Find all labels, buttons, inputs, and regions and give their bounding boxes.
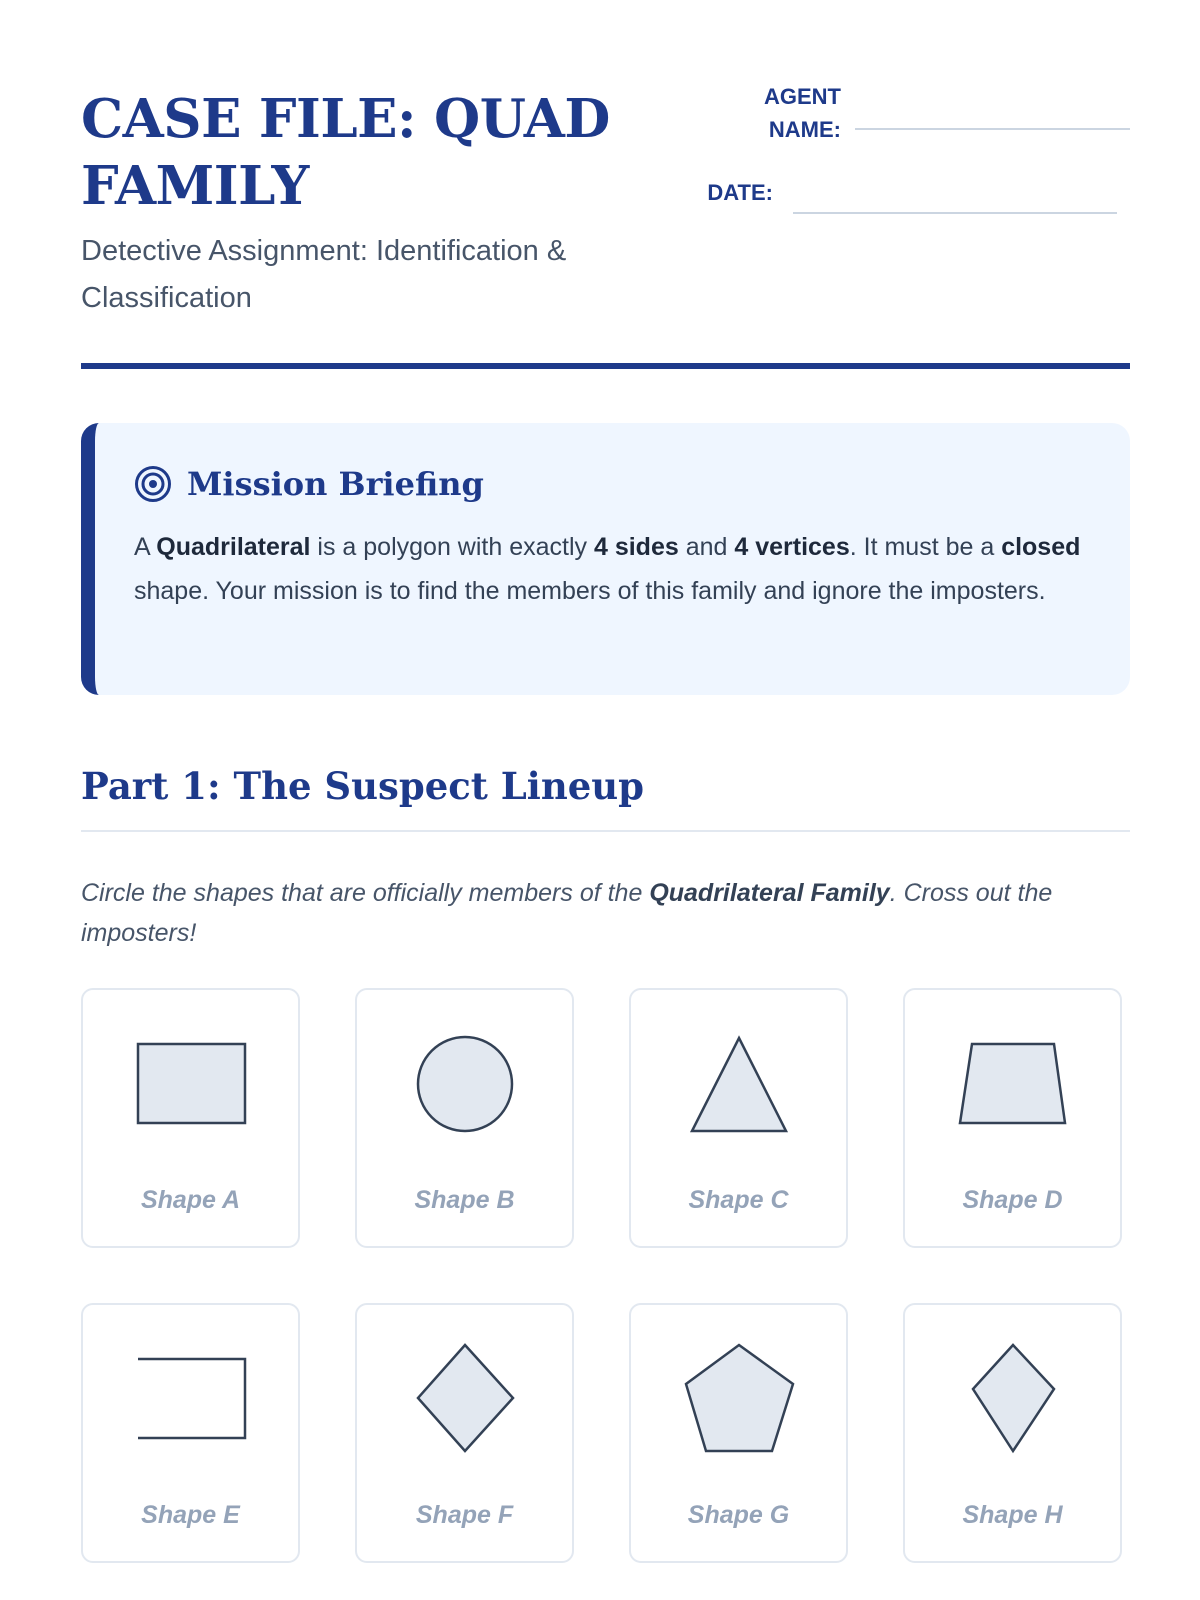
shape-label: Shape F — [415, 1501, 514, 1529]
header — [81, 80, 1130, 370]
date-field[interactable] — [793, 212, 1117, 214]
open-rectangle-shape — [83, 1305, 298, 1475]
header-divider — [81, 363, 1130, 369]
body-text: and — [678, 533, 735, 561]
body-text: shape. Your mission is to find the members of this family and ignore the imposters. — [134, 577, 1046, 605]
body-text: A — [134, 533, 157, 561]
briefing-heading — [134, 463, 484, 505]
emphasis-text: closed — [1001, 533, 1081, 561]
shape-card[interactable] — [355, 1303, 574, 1563]
part1-title: Part 1: The Suspect Lineup — [81, 764, 645, 808]
triangle-shape — [631, 990, 846, 1160]
body-text: is a polygon with exactly — [310, 533, 594, 561]
shape-label: Shape E — [141, 1501, 240, 1529]
shape-label: Shape G — [687, 1501, 790, 1529]
briefing-title: Mission Briefing — [187, 465, 484, 503]
pentagon-shape — [631, 1305, 846, 1475]
shape-label: Shape H — [962, 1501, 1063, 1529]
shape-label: Shape D — [962, 1186, 1063, 1214]
agent-name-label-line1: AGENT — [764, 84, 841, 109]
mission-briefing-box — [81, 423, 1130, 695]
agent-name-label — [721, 80, 841, 146]
part1-instructions — [81, 873, 1130, 953]
shape-card[interactable] — [629, 1303, 848, 1563]
shape-label: Shape B — [414, 1186, 515, 1214]
shape-card[interactable] — [81, 988, 300, 1248]
kite-shape — [905, 1305, 1120, 1475]
target-icon — [134, 465, 172, 503]
page-title: CASE FILE: QUAD FAMILY — [81, 88, 610, 217]
emphasis-text: 4 vertices — [734, 533, 850, 561]
body-text: Circle the shapes that are officially members of the — [81, 879, 650, 907]
page-subtitle: Detective Assignment: Identification & Classification — [81, 235, 567, 314]
date-label: DATE: — [707, 180, 773, 205]
shape-card[interactable] — [355, 988, 574, 1248]
agent-name-label-line2: NAME: — [768, 117, 841, 142]
shape-label: Shape A — [140, 1186, 241, 1214]
body-text: . Cross out the imposters! — [81, 879, 1053, 947]
shape-card[interactable] — [629, 988, 848, 1248]
trapezoid-shape — [905, 990, 1120, 1160]
emphasis-text: 4 sides — [593, 533, 679, 561]
emphasis-text: Quadrilateral — [156, 533, 311, 561]
part1-divider — [81, 830, 1130, 832]
shape-card[interactable] — [903, 1303, 1122, 1563]
agent-name-field[interactable] — [855, 128, 1130, 130]
briefing-text — [134, 525, 1094, 613]
shape-label: Shape C — [688, 1186, 789, 1214]
rhombus-shape — [357, 1305, 572, 1475]
shape-card[interactable] — [903, 988, 1122, 1248]
body-text: . It must be a — [849, 533, 1002, 561]
worksheet-page — [81, 0, 1130, 1600]
shape-card[interactable] — [81, 1303, 300, 1563]
rectangle-shape — [83, 990, 298, 1160]
emphasis-text: Quadrilateral Family — [649, 879, 890, 907]
circle-shape — [357, 990, 572, 1160]
